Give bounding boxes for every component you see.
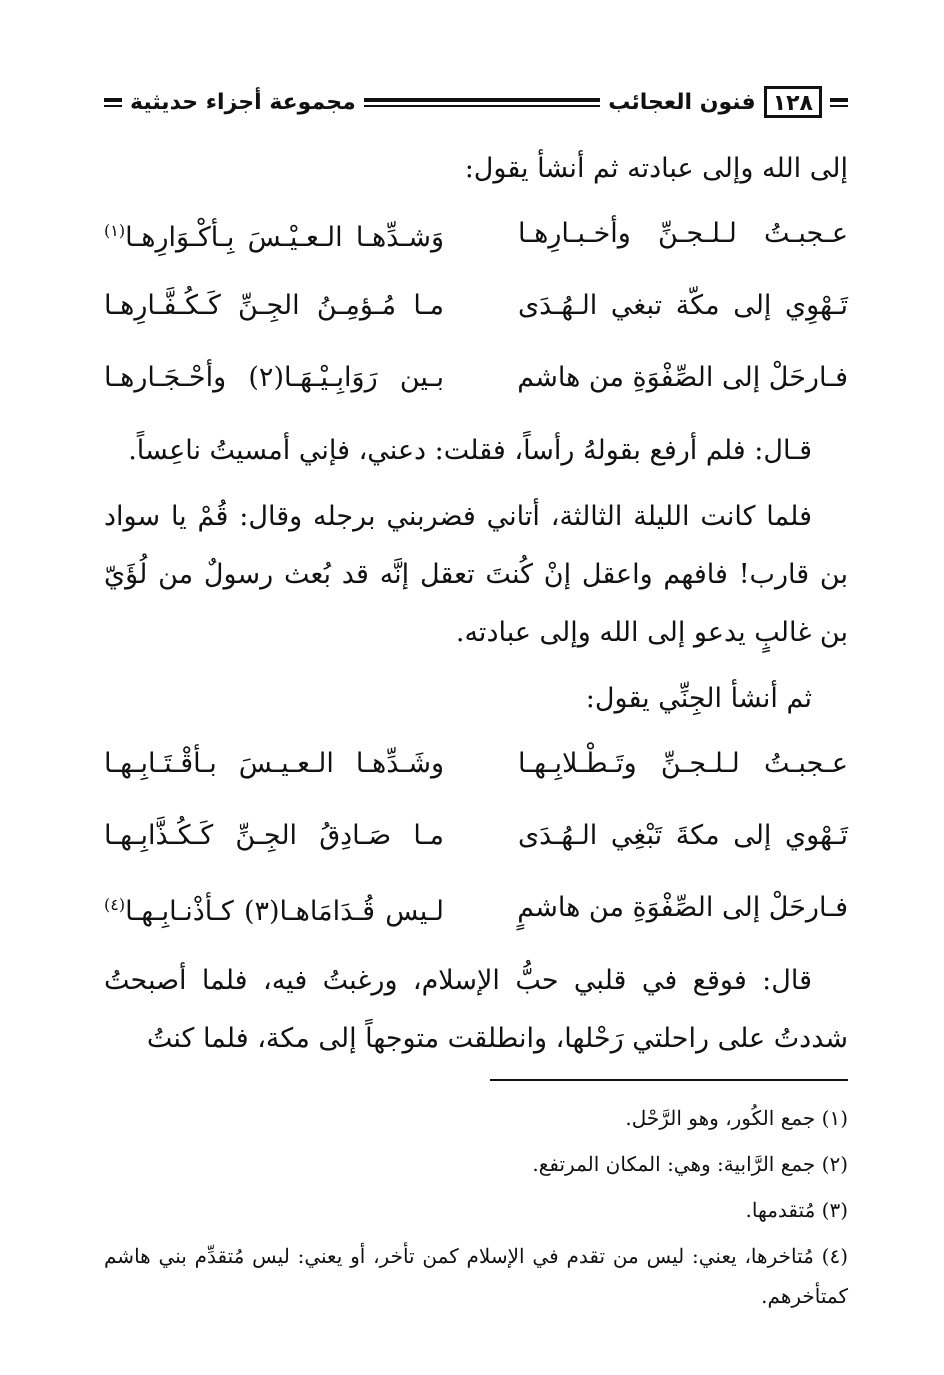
footnote-marker: (٤) xyxy=(104,894,126,914)
header-rule xyxy=(364,98,600,107)
verse-second-hemistich: بـين رَوَابِـيْـهَـا(٢) وأحْـجَـارهـا xyxy=(104,362,444,393)
verse xyxy=(104,342,848,414)
header-rule xyxy=(830,98,848,107)
verse xyxy=(104,198,848,270)
verse-second-hemistich: مـا صَـادِقُ الجِـنِّ كَـكُـذَّابِـهـا xyxy=(104,820,444,851)
verse xyxy=(104,800,848,872)
verse-text: لـيس قُـدَامَاهـا(٣) كـأذْنـابِـهـا xyxy=(125,895,444,927)
verse-first-hemistich: عـجبـتُ لـلـجـنِّ وتَـطْـلابِـهـا xyxy=(518,748,848,779)
series-title: مجموعة أجزاء حديثية xyxy=(130,89,356,115)
poem-1 xyxy=(104,198,848,414)
page-number: ١٢٨ xyxy=(764,86,822,118)
verse xyxy=(104,872,848,944)
verse-first-hemistich: عـجبـتُ لـلـجـنِّ وأخـبـارِهـا xyxy=(518,218,848,249)
paragraph: قال: فوقع في قلبي حبُّ الإسلام، ورغبتُ فيه، فلما أصبحتُ شددتُ على راحلتي رَحْلها، وانطلقت متوجهاً إلى مكة، فلما كنتُ xyxy=(104,965,848,1054)
verse-second-hemistich xyxy=(104,876,444,941)
verse-first-hemistich: فـارحَلْ إلى الصِّفْوَةِ من هاشم xyxy=(517,362,848,393)
intro-line: إلى الله وإلى عبادته ثم أنشأ يقول: xyxy=(464,153,848,184)
poem-2 xyxy=(104,728,848,944)
footnote-separator xyxy=(490,1079,848,1081)
footnote: (١) جمع الكُور، وهو الرَّحْل. xyxy=(625,1106,848,1130)
verse-first-hemistich: تَـهْوي إلى مكةَ تَبْغِي الـهُـدَى xyxy=(518,820,848,851)
verse-first-hemistich: تَـهْوِي إلى مكّة تبغي الـهُـدَى xyxy=(518,290,848,321)
footnote: (٣) مُتقدمها. xyxy=(745,1198,848,1222)
book-title: فنون العجائب xyxy=(608,89,756,115)
paragraph: ثم أنشأ الجِنِّي يقول: xyxy=(585,683,812,714)
verse-text: وَشـدِّهـا الـعـيْـسَ بِـأكْـوَارِهـا xyxy=(125,221,444,253)
running-header xyxy=(104,82,848,122)
main-text xyxy=(104,140,848,1068)
footnote: (٢) جمع الرَّابية: وهي: المكان المرتفع. xyxy=(532,1152,848,1176)
footnotes xyxy=(104,1098,848,1322)
verse xyxy=(104,270,848,342)
verse-second-hemistich: مـا مُـؤمِـنُ الجِـنِّ كَـكُـفَّـارِهـا xyxy=(104,290,444,321)
verse-first-hemistich: فـارحَلْ إلى الصِّفْوَةِ من هاشمٍ xyxy=(517,892,848,923)
footnote: (٤) مُتاخرها، يعني: ليس من تقدم في الإسلام كمن تأخر، أو يعني: ليس مُتقدِّم بني هاشم كمتأخرهم. xyxy=(104,1244,848,1308)
paragraph: قـال: فلم أرفع بقولهُ رأساً، فقلت: دعني، فإني أمسيتُ ناعِساً. xyxy=(128,435,812,466)
verse-second-hemistich: وشَـدِّهـا الـعـيـسَ بـأقْـتَـابِـهـا xyxy=(104,748,444,779)
paragraph: فلما كانت الليلة الثالثة، أتاني فضربني برجله وقال: قُمْ يا سواد بن قارب! فافهم واعقل إنْ كُنتَ تعقل إنَّه قد بُعث رسولٌ من لُؤَيّ بن غالبٍ يدعو إلى الله وإلى عبادته. xyxy=(104,501,848,648)
footnote-marker: (١) xyxy=(104,220,126,240)
verse-second-hemistich xyxy=(104,202,444,267)
verse xyxy=(104,728,848,800)
header-rule xyxy=(104,98,122,107)
